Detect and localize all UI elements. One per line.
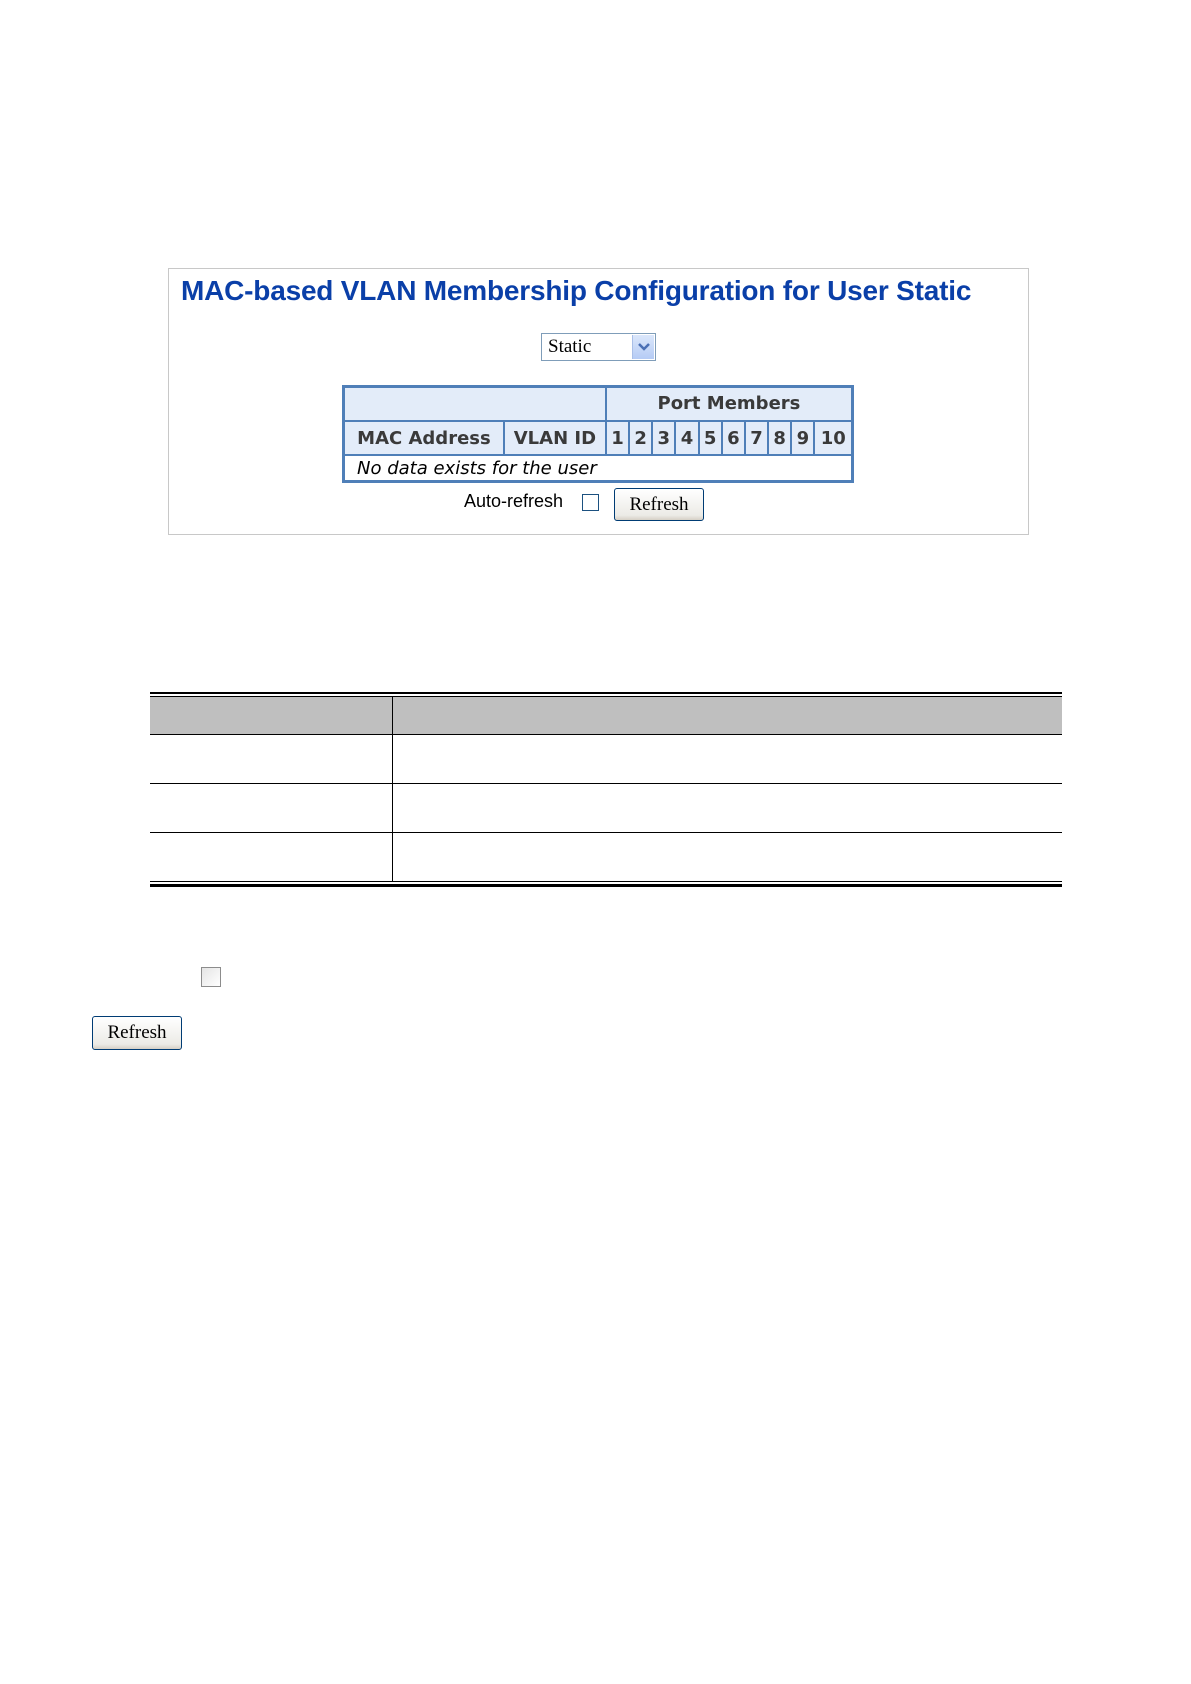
table-cell (393, 735, 1062, 783)
header-blank-cell (344, 387, 606, 421)
table-cell (150, 735, 393, 783)
table-cell (150, 833, 393, 881)
port-header: 4 (675, 421, 698, 455)
membership-table (342, 385, 854, 483)
table-row (150, 832, 1062, 881)
mac-vlan-panel (168, 268, 1029, 535)
table-cell (393, 784, 1062, 832)
table-cell (150, 784, 393, 832)
header-cell-description (393, 697, 1062, 734)
port-header: 6 (722, 421, 745, 455)
port-header: 2 (629, 421, 652, 455)
port-header: 5 (699, 421, 722, 455)
header-cell-object (150, 697, 393, 734)
chevron-down-icon[interactable] (632, 335, 654, 359)
port-header: 3 (652, 421, 675, 455)
mac-address-header: MAC Address (344, 421, 504, 455)
empty-message: No data exists for the user (344, 455, 853, 481)
vlan-id-header: VLAN ID (504, 421, 606, 455)
auto-refresh-label: Auto-refresh (464, 491, 564, 511)
auto-refresh-checkbox[interactable] (201, 967, 221, 987)
refresh-button[interactable]: Refresh (92, 1016, 182, 1050)
port-header: 8 (768, 421, 791, 455)
user-select-value: Static (548, 336, 592, 357)
table-column-row (344, 421, 853, 455)
page-title: MAC-based VLAN Membership Configuration for User Static (181, 275, 972, 306)
description-table (150, 692, 1062, 887)
port-header: 9 (791, 421, 814, 455)
refresh-button[interactable]: Refresh (614, 488, 704, 521)
port-header: 10 (814, 421, 852, 455)
table-row (344, 455, 853, 481)
port-header: 1 (606, 421, 629, 455)
table-row (150, 734, 1062, 783)
table-header-row (344, 387, 853, 421)
table-row (150, 783, 1062, 832)
auto-refresh-checkbox[interactable] (582, 494, 599, 511)
user-select[interactable] (541, 333, 656, 361)
port-members-header: Port Members (606, 387, 853, 421)
table-header-row (150, 697, 1062, 734)
table-cell (393, 833, 1062, 881)
port-header: 7 (745, 421, 768, 455)
table-bottom-rule (150, 884, 1062, 887)
